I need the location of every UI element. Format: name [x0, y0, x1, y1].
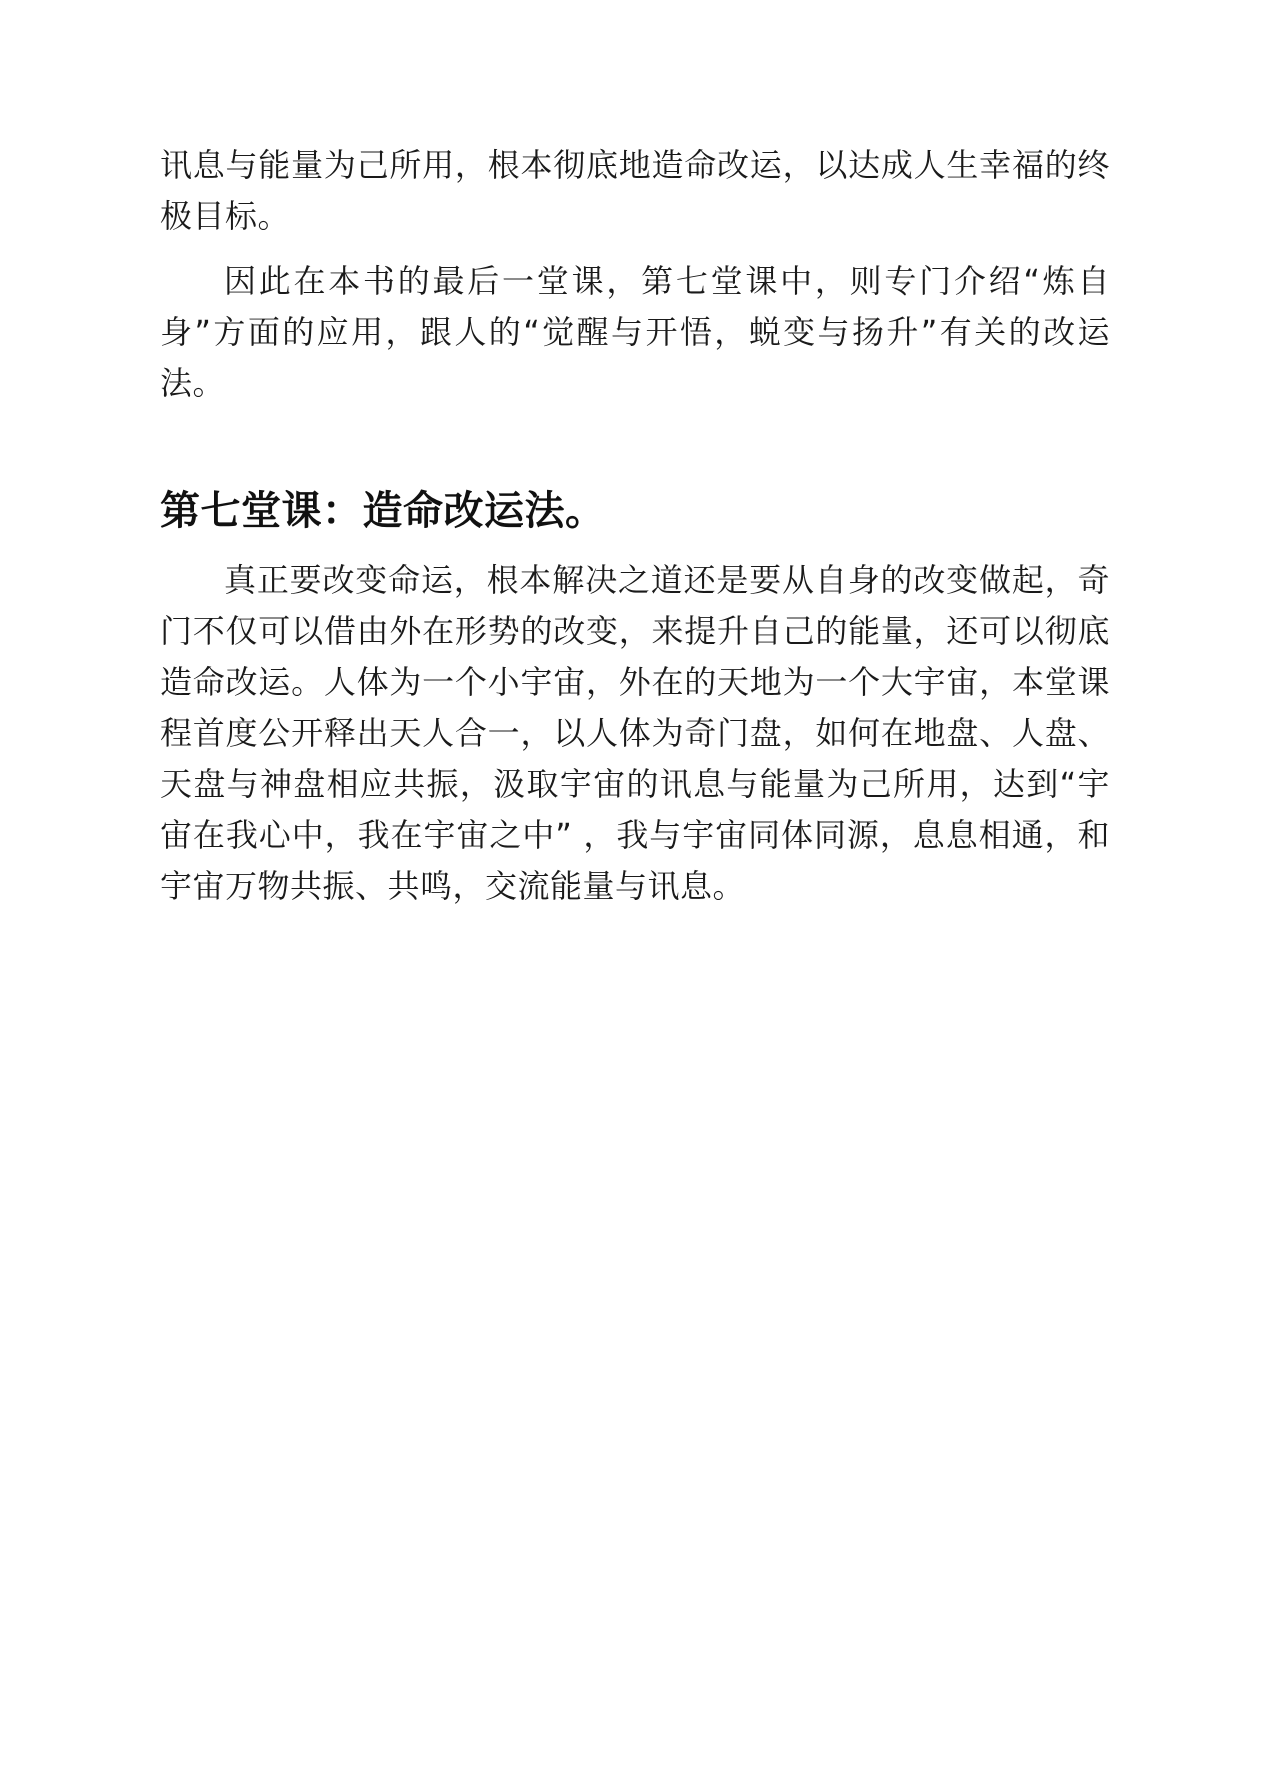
section-heading: 第七堂课：造命改运法。	[160, 488, 606, 534]
intro-paragraph: 因此在本书的最后一堂课，第七堂课中，则专门介绍“炼自身”方面的应用，跟人的“觉醒与开悟，蜕变与扬升”有关的改运法。	[160, 262, 1110, 402]
document-page	[160, 140, 1110, 912]
section-body-paragraph: 真正要改变命运，根本解决之道还是要从自身的改变做起，奇门不仅可以借由外在形势的改变，来提升自己的能量，还可以彻底造命改运。人体为一个小宇宙，外在的天地为一个大宇宙，本堂课程首度公开释出天人合一，以人体为奇门盘，如何在地盘、人盘、天盘与神盘相应共振，汲取宇宙的讯息与能量为己所用，达到“宇宙在我心中，我在宇宙之中” ，我与宇宙同体同源，息息相通，和宇宙万物共振、共鸣，交流能量与讯息。	[160, 561, 1110, 905]
continued-paragraph: 讯息与能量为己所用，根本彻底地造命改运，以达成人生幸福的终极目标。	[160, 146, 1110, 235]
